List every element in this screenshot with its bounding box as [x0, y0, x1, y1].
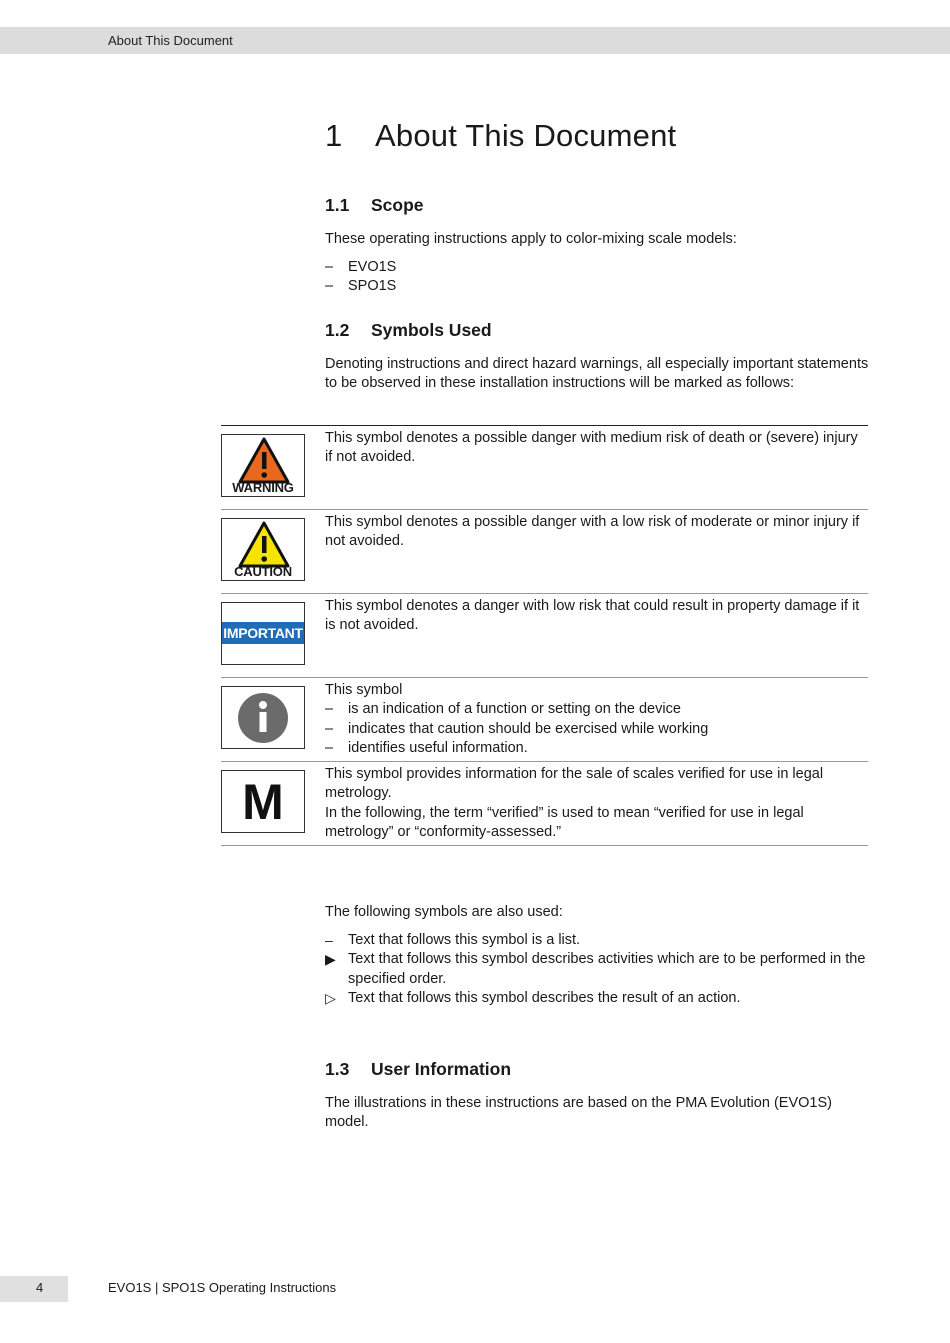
info-list [325, 700, 868, 758]
caution-label: CAUTION [234, 564, 292, 579]
section-heading-user-info [325, 1059, 511, 1080]
running-header [0, 27, 950, 54]
important-label: IMPORTANT [222, 622, 304, 644]
list-item: – indicates that caution should be exercised while working [325, 720, 709, 737]
important-band-icon [221, 602, 305, 665]
chapter-number: 1 [325, 118, 343, 153]
symbol-row-important [221, 593, 868, 677]
symbol-description: This symbol denotes a danger with low risk that could result in property damage if it is not avoided. [325, 598, 860, 634]
footer-doc-title: EVO1S | SPO1S Operating Instructions [108, 1280, 337, 1295]
symbol-row-warning [221, 425, 868, 509]
metrology-label: M [242, 774, 284, 830]
section-number: 1.3 [325, 1059, 350, 1079]
also-used-list [325, 931, 870, 1008]
metrology-m-icon [221, 770, 305, 833]
warning-triangle-orange-icon [221, 434, 305, 497]
symbols-intro: Denoting instructions and direct hazard warnings, all especially important statements to be observed in these installation instructions will be marked as follows: [325, 356, 869, 392]
section-title: Scope [371, 195, 424, 215]
dash-marker: – [325, 932, 333, 948]
list-item: – is an indication of a function or setting on the device [325, 701, 681, 718]
warning-label: WARNING [232, 480, 294, 495]
chapter-heading [325, 118, 676, 154]
info-circle-icon [221, 686, 305, 749]
symbol-description: This symbol denotes a possible danger with a low risk of moderate or minor injury if not avoided. [325, 514, 860, 550]
section-heading-symbols [325, 320, 492, 341]
section-title: User Information [371, 1059, 512, 1079]
symbol-description [325, 681, 868, 758]
symbol-description [325, 765, 868, 842]
info-intro: This symbol [325, 682, 403, 698]
also-used-intro: The following symbols are also used: [325, 904, 563, 920]
outline-triangle-icon: ▷ [325, 989, 336, 1006]
running-header-title: About This Document [108, 33, 233, 48]
metrology-text: This symbol provides information for the sale of scales verified for use in legal metrology. [325, 766, 824, 802]
scope-intro: These operating instructions apply to color-mixing scale models: [325, 231, 737, 247]
symbols-table [221, 425, 868, 846]
model-list [325, 258, 870, 297]
section-number: 1.1 [325, 195, 350, 215]
symbol-row-info [221, 677, 868, 761]
symbol-row-metrology [221, 761, 868, 846]
list-item: – identifies useful information. [325, 739, 528, 756]
list-item: ▶ Text that follows this symbol describes activities which are to be performed in the specified order. [325, 951, 866, 987]
chapter-title: About This Document [375, 118, 677, 153]
symbol-description: This symbol denotes a possible danger with medium risk of death or (severe) injury if not avoided. [325, 430, 858, 466]
page-number-box [0, 1276, 68, 1302]
list-item: – Text that follows this symbol is a list. [325, 931, 870, 950]
section-title: Symbols Used [371, 320, 492, 340]
list-item: – SPO1S [325, 278, 397, 295]
list-item: ▷ Text that follows this symbol describes the result of an action. [325, 989, 870, 1008]
page-number: 4 [36, 1280, 44, 1295]
filled-triangle-icon: ▶ [325, 951, 336, 968]
caution-triangle-yellow-icon [221, 518, 305, 581]
metrology-text-2: In the following, the term “verified” is used to mean “verified for use in legal metrology” or “conformity-assessed.” [325, 804, 804, 840]
list-item: – EVO1S [325, 259, 397, 275]
symbol-row-caution [221, 509, 868, 593]
section-number: 1.2 [325, 320, 350, 340]
section-heading-scope [325, 195, 424, 216]
user-info-text: The illustrations in these instructions are based on the PMA Evolution (EVO1S) model. [325, 1095, 832, 1131]
